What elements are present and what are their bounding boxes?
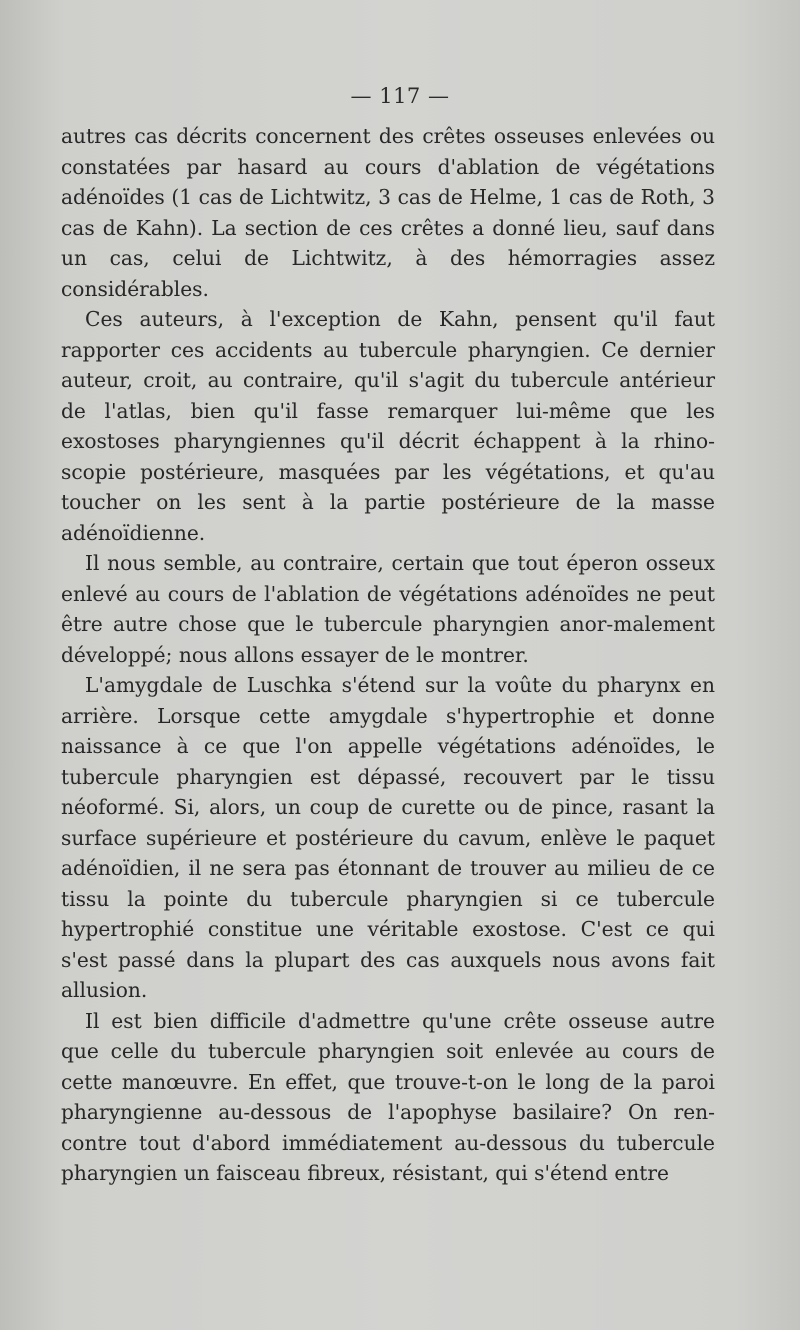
paragraph-4: L'amygdale de Luschka s'étend sur la voûte du pharynx en arrière. Lorsque cette amygdale s'hypertrophie et donne naissance à ce que l'on appelle végétations adénoïdes, le tubercule pharyngien est dépassé, recouvert par le tissu néoformé. Si, alors, un coup de curette ou de pince, rasant la surface supérieure et postérieure du cavum, enlève le paquet adénoïdien, il ne sera pas étonnant de trouver au milieu de ce tissu la pointe du tubercule pharyngien si ce tubercule hypertrophié constitue une véritable exostose. C'est ce qui s'est passé dans la plupart des cas auxquels nous avons fait allusion. (61, 673, 715, 1002)
paragraph-5: Il est bien difficile d'admettre qu'une crête osseuse autre que celle du tubercule pharyngien soit enlevée au cours de cette manœuvre. En effet, que trouve-t-on le long de la paroi pharyngienne au-dessous de l'apophyse basilaire? On ren-contre tout d'abord immédiatement au-dessous du tubercule pharyngien un faisceau fibreux, résistant, qui s'étend entre (61, 1008, 715, 1185)
paragraph-1: autres cas décrits concernent des crêtes osseuses enlevées ou constatées par hasard au cours d'ablation de végétations adénoïdes (1 cas de Lichtwitz, 3 cas de Helme, 1 cas de Roth, 3 cas de Kahn). La section de ces crêtes a donné lieu, sauf dans un cas, celui de Lichtwitz, à des hémorragies assez considérables. (61, 124, 715, 301)
paragraph-3: Il nous semble, au contraire, certain que tout éperon osseux enlevé au cours de l'ablation de végétations adénoïdes ne peut être autre chose que le tubercule pharyngien anor-malement développé; nous allons essayer de le montrer. (61, 551, 715, 667)
paragraph-2: Ces auteurs, à l'exception de Kahn, pensent qu'il faut rapporter ces accidents au tubercule pharyngien. Ce dernier auteur, croit, au contraire, qu'il s'agit du tubercule antérieur de l'atlas, bien qu'il fasse remarquer lui-même que les exostoses pharyngiennes qu'il décrit échappent à la rhino-scopie postérieure, masquées par les végétations, et qu'au toucher on les sent à la partie postérieure de la masse adénoïdienne. (61, 307, 715, 545)
body-text (61, 121, 715, 1189)
page-number: — 117 — (350, 84, 450, 108)
